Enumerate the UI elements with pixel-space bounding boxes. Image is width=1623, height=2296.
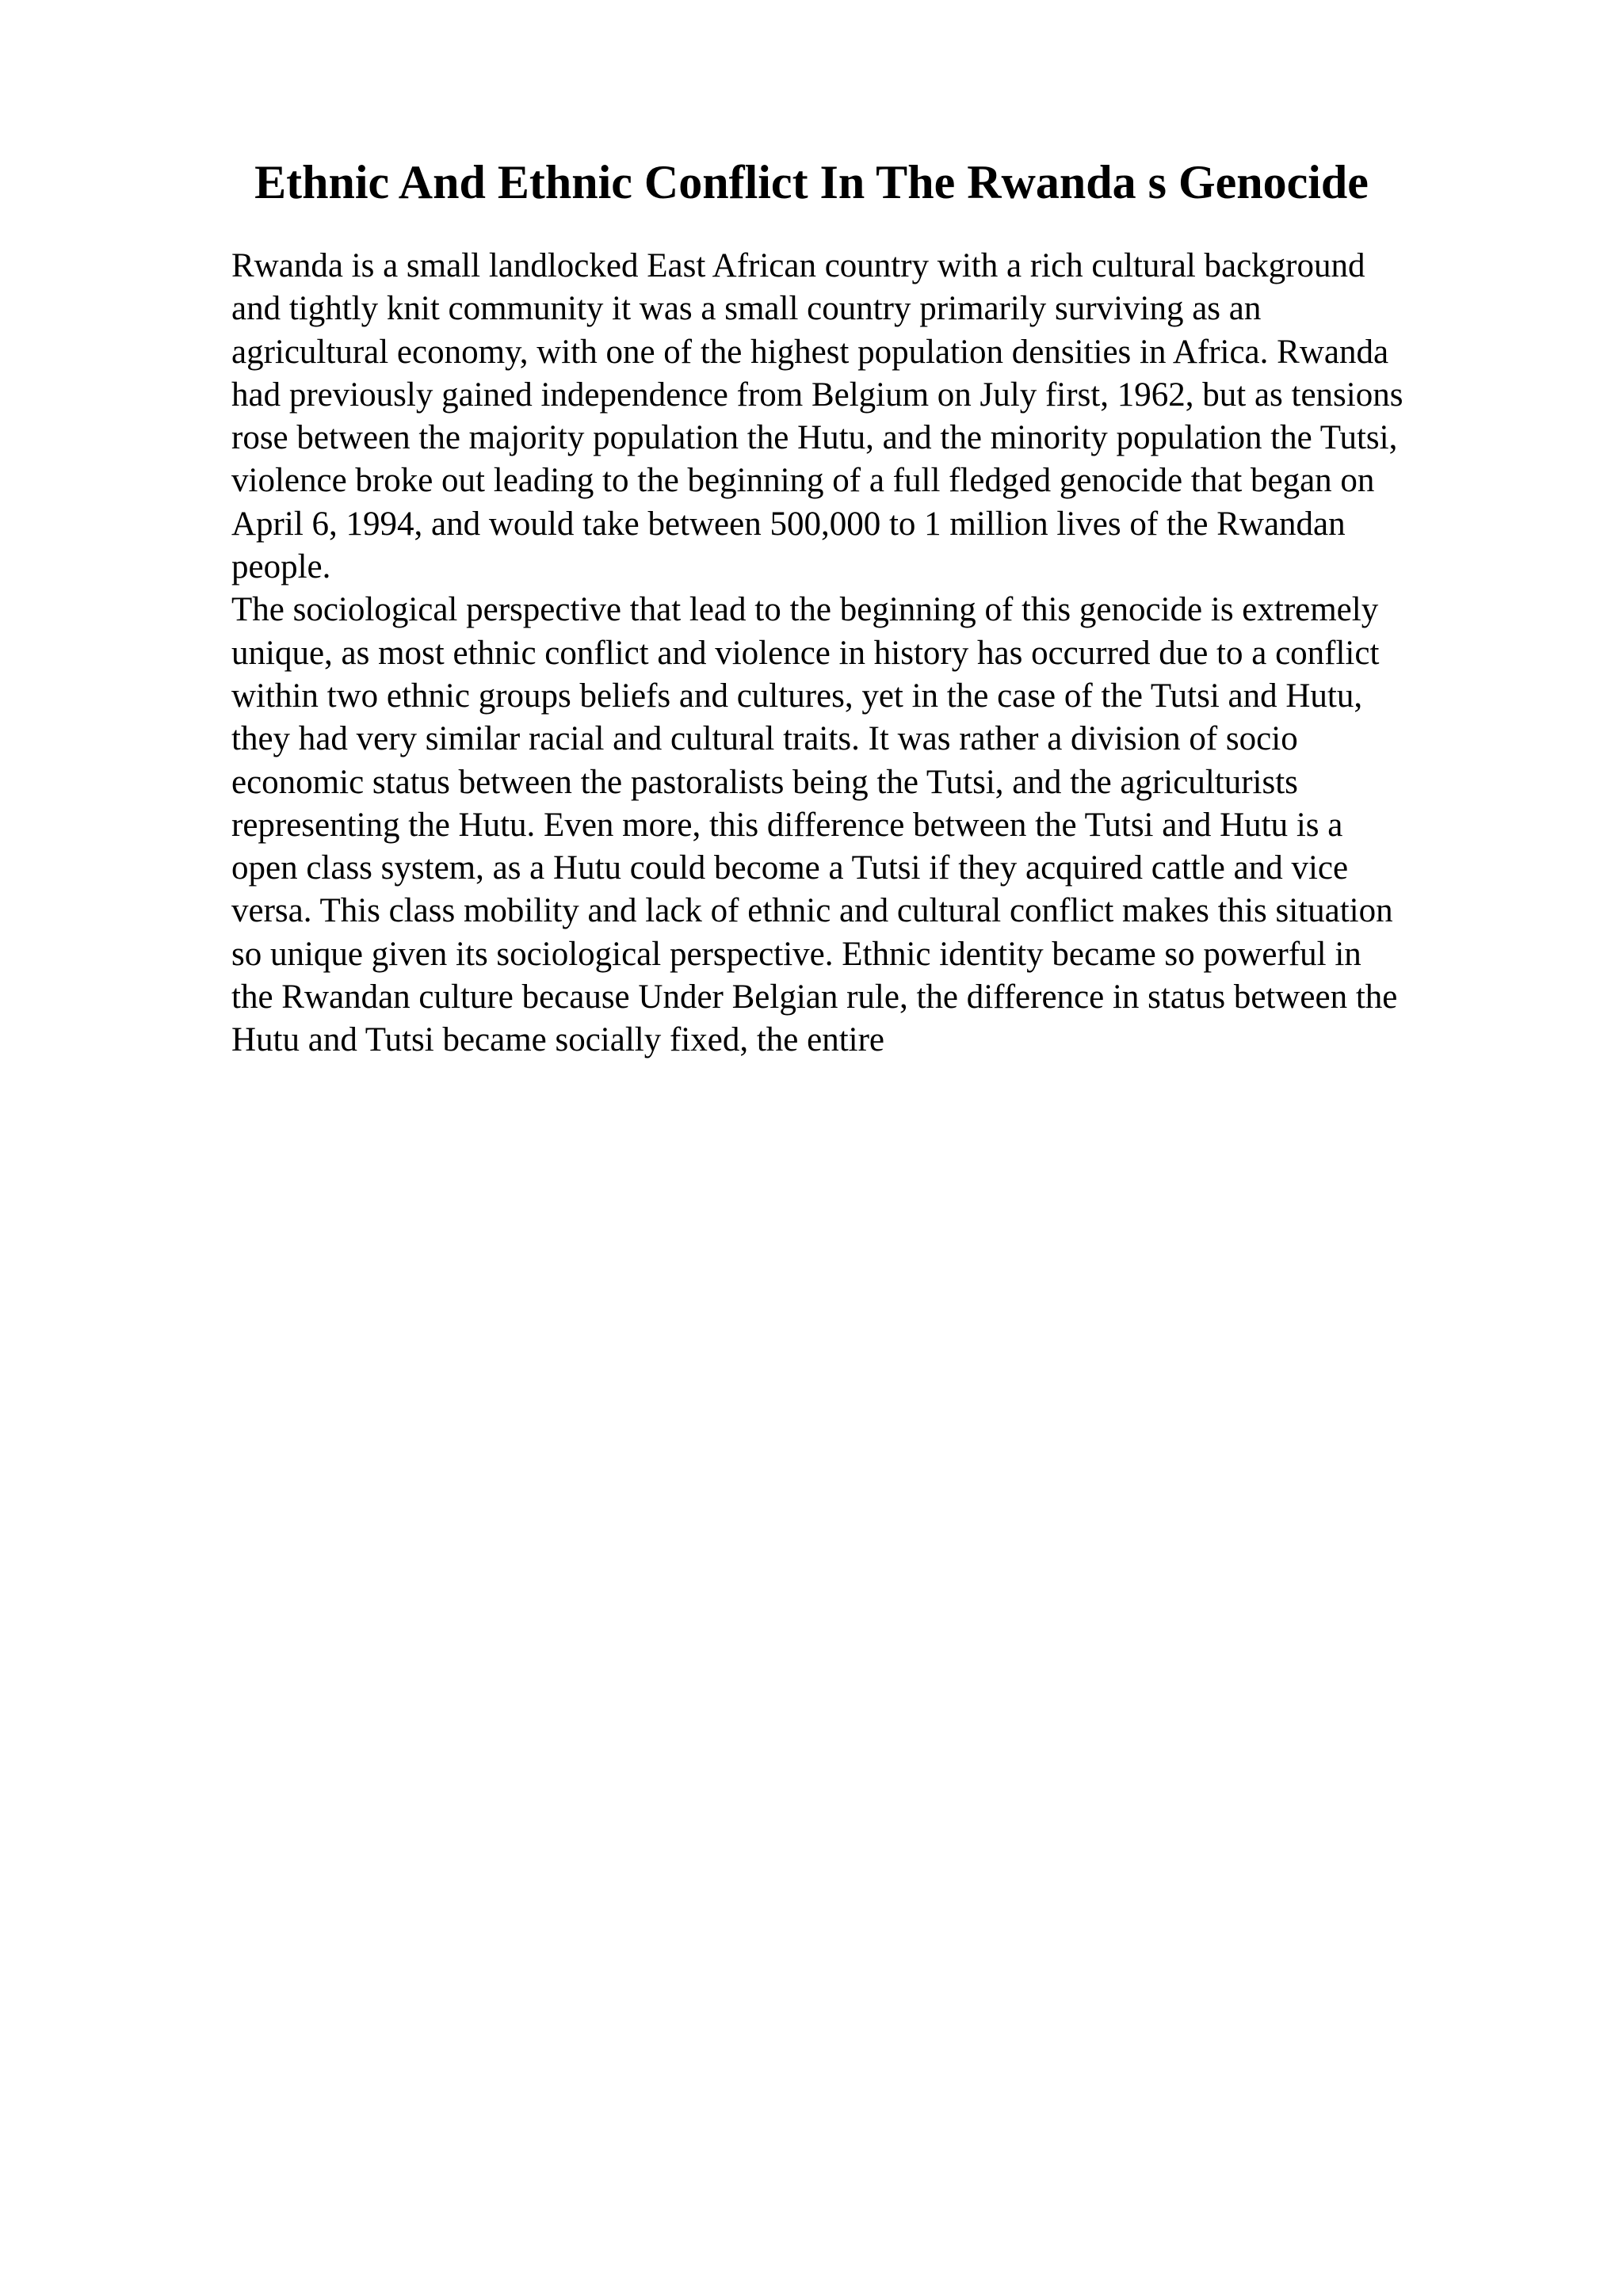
text-line: representing the Hutu. Even more, this difference between the Tutsi and Hutu is a bbox=[231, 806, 1343, 844]
text-line: open class system, as a Hutu could become a Tutsi if they acquired cattle and vice bbox=[231, 849, 1349, 887]
text-line: the Rwandan culture because Under Belgian rule, the difference in status between the bbox=[231, 978, 1398, 1016]
text-line: and tightly knit community it was a small country primarily surviving as an bbox=[231, 290, 1262, 328]
text-line: The sociological perspective that lead to the beginning of this genocide is extremely bbox=[231, 591, 1379, 629]
text-line: people. bbox=[231, 548, 331, 586]
text-line: violence broke out leading to the beginning of a full fledged genocide that began on bbox=[231, 462, 1375, 500]
text-line: so unique given its sociological perspective. Ethnic identity became so powerful in bbox=[231, 935, 1361, 973]
document-body bbox=[231, 245, 1515, 1062]
text-line: agricultural economy, with one of the highest population densities in Africa. Rwanda bbox=[231, 333, 1389, 371]
text-line: Rwanda is a small landlocked East African country with a rich cultural background bbox=[231, 247, 1365, 284]
text-line: unique, as most ethnic conflict and violence in history has occurred due to a conflict bbox=[231, 634, 1380, 672]
text-line: they had very similar racial and cultural traits. It was rather a division of socio bbox=[231, 720, 1298, 758]
text-line: had previously gained independence from Belgium on July first, 1962, but as tensions bbox=[231, 376, 1403, 414]
text-line: within two ethnic groups beliefs and cultures, yet in the case of the Tutsi and Hutu, bbox=[231, 677, 1363, 715]
text-line: rose between the majority population the Hutu, and the minority population the Tutsi, bbox=[231, 419, 1398, 457]
text-line: Hutu and Tutsi became socially fixed, the entire bbox=[231, 1021, 884, 1059]
document-title: Ethnic And Ethnic Conflict In The Rwanda s Genocide bbox=[254, 156, 1369, 208]
text-line: economic status between the pastoralists being the Tutsi, and the agriculturists bbox=[231, 763, 1298, 801]
text-line: April 6, 1994, and would take between 500,000 to 1 million lives of the Rwandan bbox=[231, 505, 1346, 543]
text-line: versa. This class mobility and lack of ethnic and cultural conflict makes this situation bbox=[231, 892, 1393, 930]
